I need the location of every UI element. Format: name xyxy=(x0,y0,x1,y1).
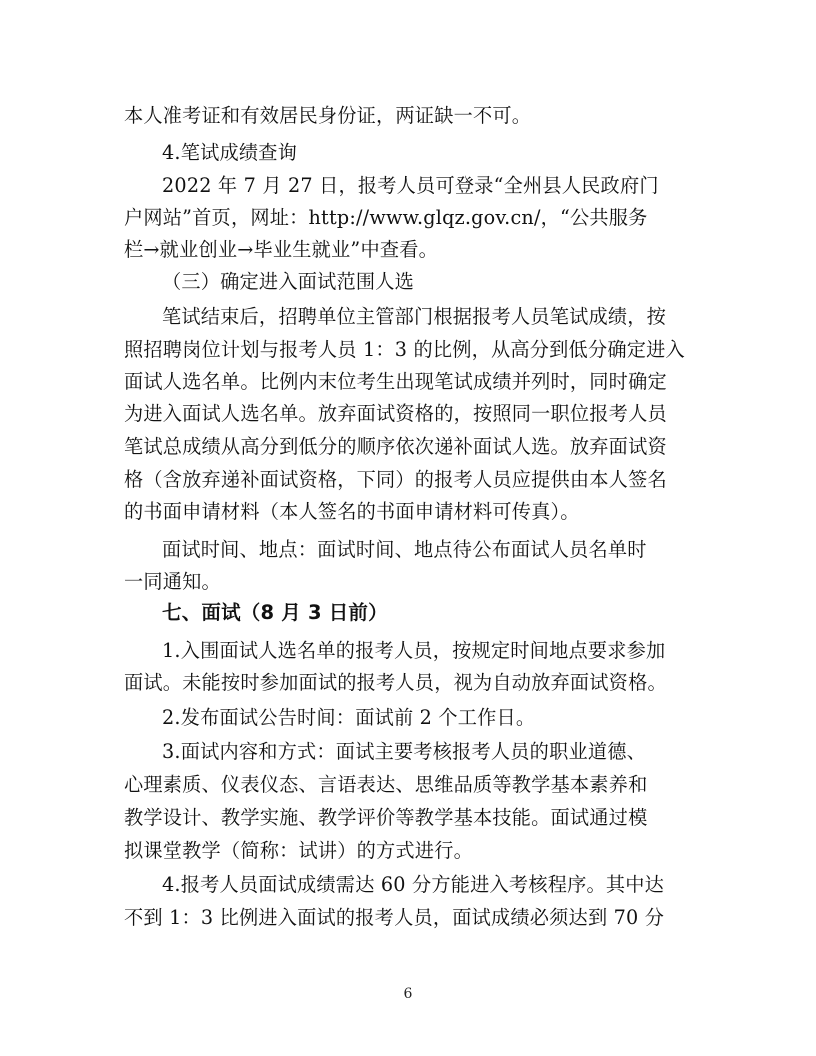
paragraph-line: 不到 1：3 比例进入面试的报考人员，面试成绩必须达到 70 分 xyxy=(124,906,665,929)
paragraph-line: 心理素质、仪表仪态、言语表达、思维品质等教学基本素养和 xyxy=(124,773,648,796)
paragraph-line: 面试。未能按时参加面试的报考人员，视为自动放弃面试资格。 xyxy=(124,671,667,694)
page-number: 6 xyxy=(403,986,413,1002)
paragraph-line: 的书面申请材料（本人签名的书面申请材料可传真）。 xyxy=(124,500,580,523)
paragraph-line: 4.报考人员面试成绩需达 60 分方能进入考核程序。其中达 xyxy=(162,873,665,896)
paragraph-line: 一同通知。 xyxy=(124,570,221,593)
paragraph-line: 笔试结束后，招聘单位主管部门根据报考人员笔试成绩，按 xyxy=(162,305,667,328)
paragraph-line: 为进入面试人选名单。放弃面试资格的，按照同一职位报考人员 xyxy=(124,402,667,425)
paragraph-line: 2.发布面试公告时间：面试前 2 个工作日。 xyxy=(162,706,536,729)
paragraph-line: 面试时间、地点：面试时间、地点待公布面试人员名单时 xyxy=(162,538,647,561)
paragraph-line: 笔试总成绩从高分到低分的顺序依次递补面试人选。放弃面试资 xyxy=(124,435,667,458)
paragraph-line: 栏→就业创业→毕业生就业”中查看。 xyxy=(124,238,438,261)
paragraph-line: 教学设计、教学实施、教学评价等教学基本技能。面试通过模 xyxy=(124,806,648,829)
section-heading: （三）确定进入面试范围人选 xyxy=(162,270,415,293)
paragraph-line: 3.面试内容和方式：面试主要考核报考人员的职业道德、 xyxy=(162,740,647,763)
paragraph-line: 照招聘岗位计划与报考人员 1：3 的比例，从高分到低分确定进入 xyxy=(124,338,685,361)
paragraph-line: 格（含放弃递补面试资格，下同）的报考人员应提供由本人签名 xyxy=(124,468,667,491)
paragraph-line: 2022 年 7 月 27 日，报考人员可登录“全州县人民政府门 xyxy=(162,174,659,197)
section-heading: 4.笔试成绩查询 xyxy=(162,141,298,164)
paragraph-line: 面试人选名单。比例内末位考生出现笔试成绩并列时，同时确定 xyxy=(124,370,667,393)
paragraph-line: 本人准考证和有效居民身份证，两证缺一不可。 xyxy=(124,104,532,127)
paragraph-line: 拟课堂教学（简称：试讲）的方式进行。 xyxy=(124,839,473,862)
chapter-heading: 七、面试（8 月 3 日前） xyxy=(162,601,388,624)
paragraph-line: 户网站”首页，网址：http://www.glqz.gov.cn/，“公共服务 xyxy=(124,206,648,229)
paragraph-line: 1.入围面试人选名单的报考人员，按规定时间地点要求参加 xyxy=(162,639,666,662)
